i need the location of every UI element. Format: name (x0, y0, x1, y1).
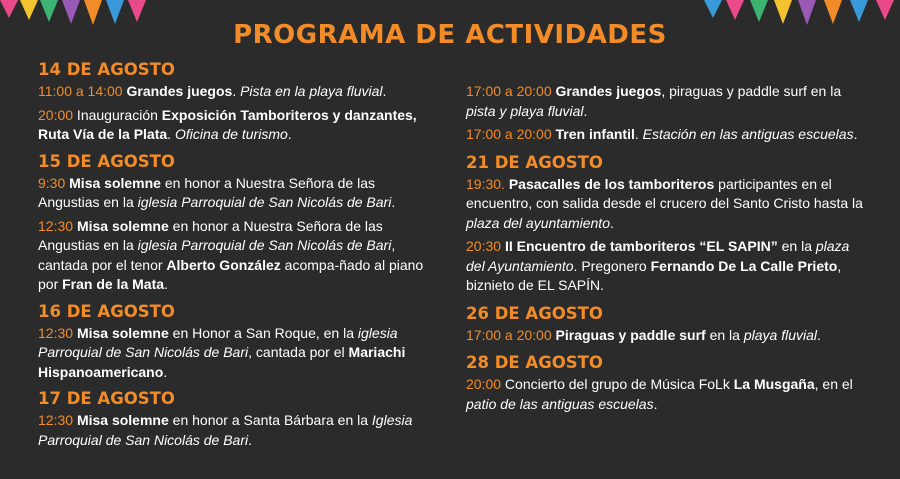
event-entry: 20:30 II Encuentro de tamboriteros “EL SAPIN” en la plaza del Ayuntamiento. Pregonero Fernando De La Calle Prieto, biznieto de EL SAPÍN. (466, 238, 850, 293)
event-entry: 19:30. Pasacalles de los tamboriteros participantes en el encuentro, con salida desde el crucero del Santo Cristo hasta la plaza del ayuntamiento. (466, 175, 863, 231)
day-heading: 21 DE AGOSTO (466, 152, 603, 172)
left-column (38, 60, 436, 454)
day-heading: 14 DE AGOSTO (38, 60, 175, 79)
event-entry: 17:00 a 20:00 Tren infantil. Estación en las antiguas escuelas. (466, 126, 858, 142)
event-entry: 12:30 Misa solemne en honor a Nuestra Señora de las Angustias en la iglesia Parroquial de San Nicolás de Bari, cantada por el tenor Alberto González acompa-ñado al piano por Fran de la Mata. (38, 217, 424, 292)
day-heading: 26 DE AGOSTO (466, 303, 603, 323)
event-entry: 20:00 Concierto del grupo de Música FoLk La Musgaña, en el patio de las antiguas escuelas. (466, 376, 853, 412)
event-entry: 20:00 Inauguración Exposición Tamboriteros y danzantes, Ruta Vía de la Plata. Oficina de turismo. (38, 106, 417, 142)
event-entry: 12:30 Misa solemne en honor a Santa Bárbara en la Iglesia Parroquial de San Nicolás de Bari. (38, 412, 413, 448)
event-entry: 11:00 a 14:00 Grandes juegos. Pista en la playa fluvial. (38, 83, 387, 99)
event-entry: 12:30 Misa solemne en Honor a San Roque, en la iglesia Parroquial de San Nicolás de Bari, cantada por el Mariachi Hispanoamericano. (38, 324, 406, 380)
day-heading: 17 DE AGOSTO (38, 389, 175, 408)
event-entry: 17:00 a 20:00 Grandes juegos, piraguas y paddle surf en la pista y playa fluvial. (466, 83, 842, 119)
event-entry: 9:30 Misa solemne en honor a Nuestra Señora de las Angustias en la iglesia Parroquial de San Nicolás de Bari. (38, 174, 396, 210)
day-heading: 15 DE AGOSTO (38, 151, 175, 171)
page-title: PROGRAMA DE ACTIVIDADES (233, 20, 667, 50)
day-heading: 28 DE AGOSTO (466, 353, 603, 372)
right-column (466, 82, 866, 418)
day-heading: 16 DE AGOSTO (38, 301, 175, 321)
event-entry: 17:00 a 20:00 Piraguas y paddle surf en la playa fluvial. (466, 326, 821, 343)
